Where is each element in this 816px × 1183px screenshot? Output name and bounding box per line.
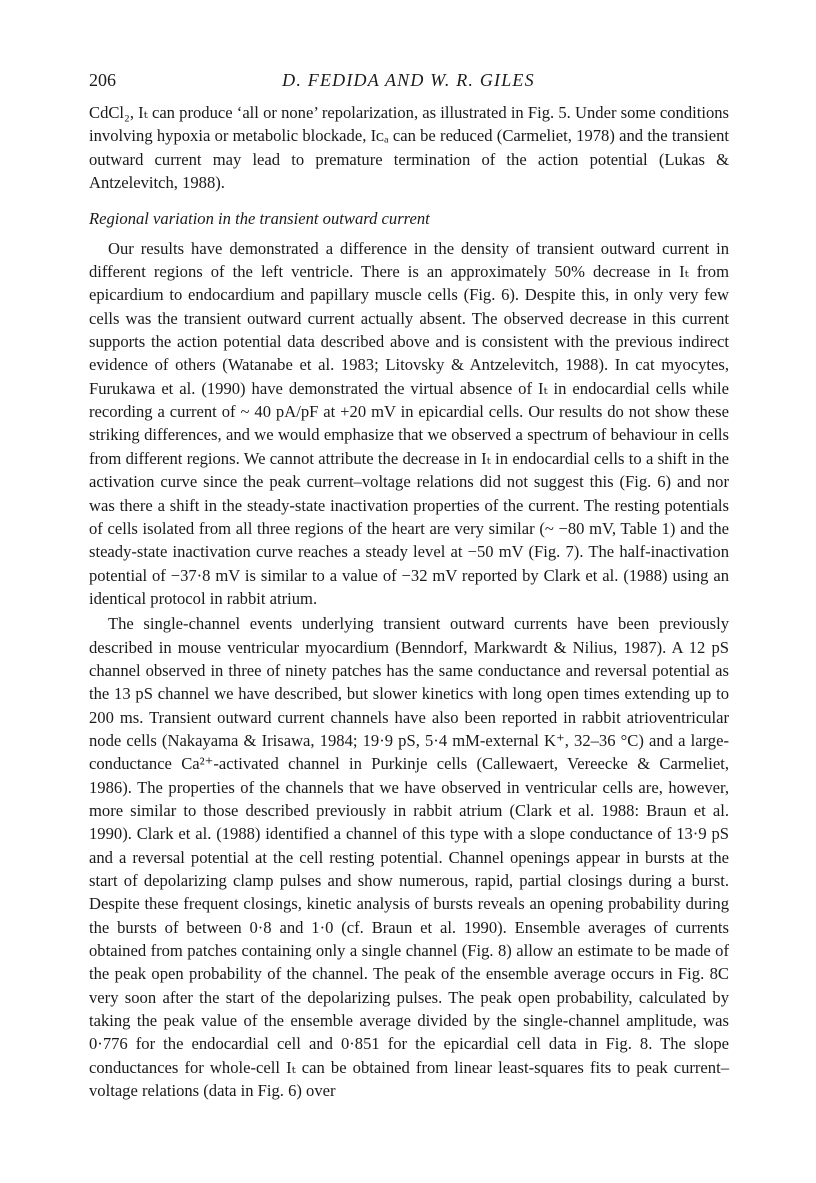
paragraph-regional-variation: Our results have demonstrated a difference in the density of transient outward current in different regions of the left ventricle. There is an approximately 50% decrease in Iₜ from epicardium to endocardium and papillary muscle cells (Fig. 6). Despite this, in only very few cells was the transient outward current actually absent. The observed decrease in this current supports the action potential data described above and is consistent with the previous indirect evidence of others (Watanabe et al. 1983; Litovsky & Antzelevitch, 1988). In cat myocytes, Furukawa et al. (1990) have demonstrated the virtual absence of Iₜ in endocardial cells while recording a current of ~ 40 pA/pF at +20 mV in epicardial cells. Our results do not show these striking differences, and we would emphasize that we observed a spectrum of behaviour in cells from different regions. We cannot attribute the decrease in Iₜ in endocardial cells to a shift in the activation curve since the peak current–voltage relations did not suggest this (Fig. 6) and nor was there a shift in the steady-state inactivation properties of the current. The resting potentials of cells isolated from all three regions of the heart are very similar (~ −80 mV, Table 1) and the steady-state inactivation curve reaches a steady level at −50 mV (Fig. 7). The half-inactivation potential of −37·8 mV is similar to a value of −32 mV reported by Clark et al. (1988) using an identical protocol in rabbit atrium.: [89, 238, 729, 608]
body-text: [89, 101, 729, 1102]
page-header: [89, 70, 728, 94]
section-heading: Regional variation in the transient outward current: [89, 209, 430, 229]
running-head: D. FEDIDA AND W. R. GILES: [282, 70, 535, 90]
paragraph-single-channel: The single-channel events underlying transient outward currents have been previously described in mouse ventricular myocardium (Benndorf, Markwardt & Nilius, 1987). A 12 pS channel observed in three of ninety patches has the same conductance and reversal potential as the 13 pS channel we have described, but slower kinetics with long open times extending up to 200 ms. Transient outward current channels have also been reported in rabbit atrioventricular node cells (Nakayama & Irisawa, 1984; 19·9 pS, 5·4 mM-external K⁺, 32–36 °C) and a large-conductance Ca²⁺-activated channel in Purkinje cells (Callewaert, Vereecke & Carmeliet, 1986). The properties of the channels that we have observed in ventricular cells are, however, more similar to those described previously in rabbit atrium (Clark et al. 1988: Braun et al. 1990). Clark et al. (1988) identified a channel of this type with a slope conductance of 13·9 pS and a reversal potential at the cell resting potential. Channel openings appear in bursts at the start of depolarizing clamp pulses and show numerous, rapid, partial closings during a burst. Despite these frequent closings, kinetic analysis of bursts reveals an opening probability during the bursts of between 0·8 and 1·0 (cf. Braun et al. 1990). Ensemble averages of currents obtained from patches containing only a single channel (Fig. 8) allow an estimate to be made of the peak open probability of the channel. The peak of the ensemble average occurs in Fig. 8C very soon after the start of the depolarizing pulses. The peak open probability, calculated by taking the peak value of the ensemble average divided by the single-channel amplitude, was 0·776 for the endocardial cell and 0·851 for the epicardial cell data in Fig. 8. The slope conductances for whole-cell Iₜ can be obtained from linear least-squares fits to peak current–voltage relations (data in Fig. 6) over: [89, 614, 729, 1101]
page-number: 206: [89, 70, 116, 90]
paragraph-continuation: CdCl₂, Iₜ can produce ‘all or none’ repolarization, as illustrated in Fig. 5. Under some conditions involving hypoxia or metabolic blockade, Iᴄₐ can be reduced (Carmeliet, 1978) and the transient outward current may lead to premature termination of the action potential (Lukas & Antzelevitch, 1988).: [89, 103, 729, 193]
